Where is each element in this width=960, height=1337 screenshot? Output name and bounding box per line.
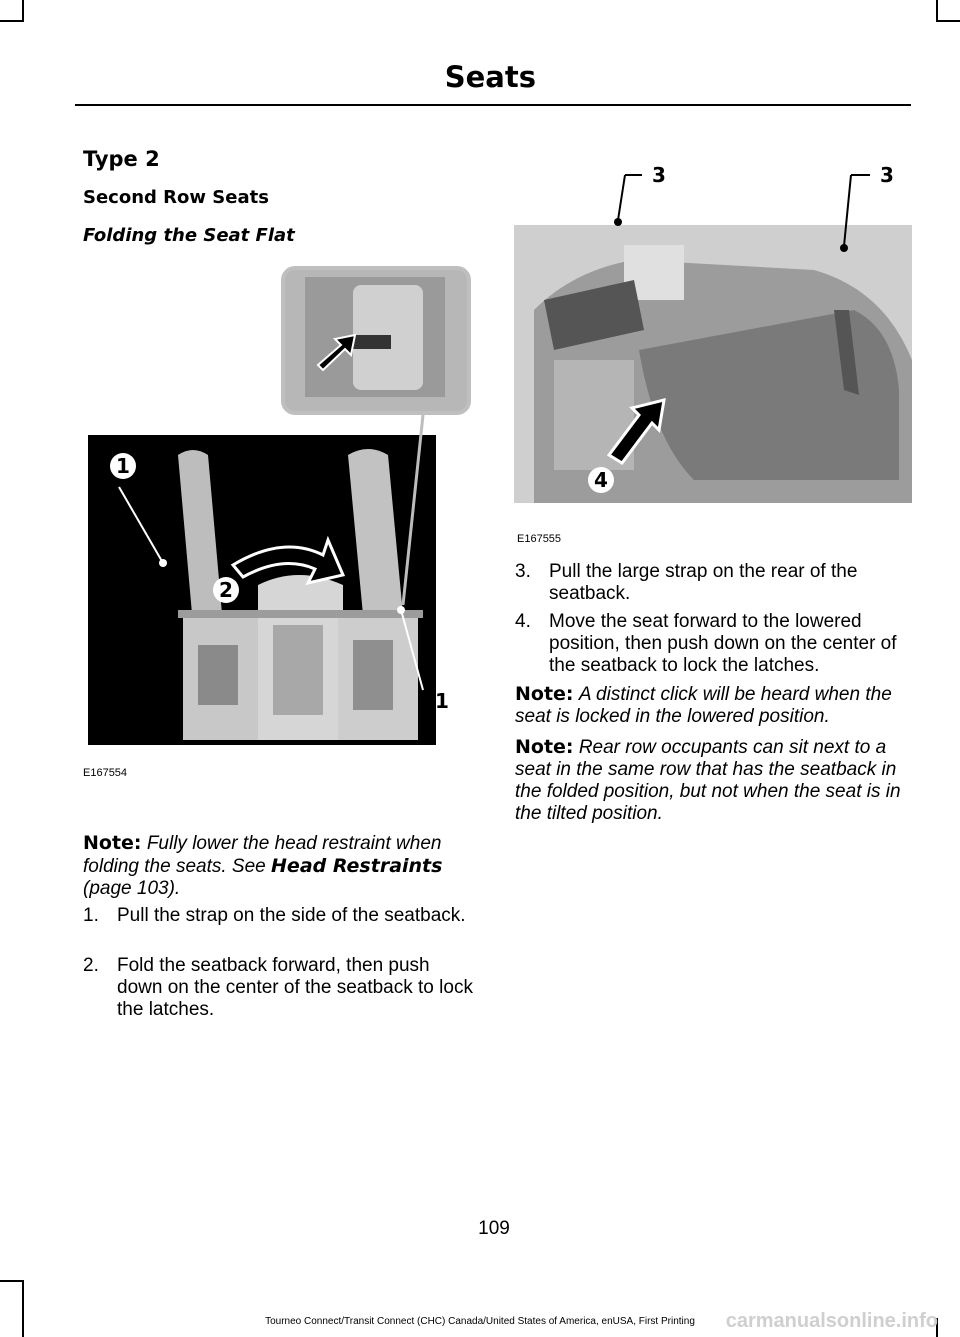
header-rule <box>75 104 911 106</box>
seat-fold-svg <box>83 265 473 750</box>
step-number: 4. <box>515 611 531 632</box>
page-title: Seats <box>444 60 536 94</box>
seat-lower-svg <box>514 160 912 505</box>
step-text: Move the seat forward to the lowered position, then push down on the center of the seatback to lock the latches. <box>549 611 897 676</box>
crop-mark <box>22 1280 24 1337</box>
callout-3-right: 3 <box>880 163 894 187</box>
note-occupants <box>515 736 910 825</box>
seat-lowered-illustration <box>514 160 912 505</box>
seatback-center <box>258 575 343 740</box>
seat-fold-illustration <box>83 265 473 750</box>
crop-mark <box>0 1280 24 1282</box>
step-number: 1. <box>83 905 99 926</box>
figure-id-right: E167555 <box>517 533 562 545</box>
crop-mark <box>22 0 24 22</box>
crop-mark <box>936 0 938 22</box>
page-number: 109 <box>478 1218 510 1239</box>
note-click <box>515 683 910 728</box>
list-item <box>83 955 478 1021</box>
subsection-heading: Folding the Seat Flat <box>83 225 295 246</box>
note-page-ref: (page 103). <box>83 878 181 899</box>
list-item <box>515 611 910 677</box>
crop-mark <box>0 20 24 22</box>
note-text: Rear row occupants can sit next to a seat in the same row that has the seatback in the folded position, but not when the seat is in the tilted position. <box>515 737 901 824</box>
note-text: Fully lower the head restraint when folding the seats. See <box>83 833 442 877</box>
watermark: carmanualsonline.info <box>725 1310 938 1332</box>
figure-id-left: E167554 <box>83 767 128 779</box>
note-text: A distinct click will be heard when the seat is locked in the lowered position. <box>515 684 892 727</box>
callout-1-bottom: 1 <box>435 689 449 713</box>
step-text: Pull the large strap on the rear of the seatback. <box>549 561 858 604</box>
callout-1-top: 1 <box>110 453 136 479</box>
callout-4: 4 <box>588 467 614 493</box>
crop-mark <box>936 20 960 22</box>
step-text: Pull the strap on the side of the seatback. <box>117 905 466 926</box>
callout-2: 2 <box>213 577 239 603</box>
section-heading: Second Row Seats <box>83 187 269 208</box>
note-label: Note: <box>83 832 142 854</box>
note-link-head-restraints[interactable]: Head Restraints <box>271 855 443 877</box>
step-number: 3. <box>515 561 531 582</box>
note-head-restraint <box>83 832 468 900</box>
note-label: Note: <box>515 683 574 705</box>
list-item <box>515 561 910 605</box>
step-number: 2. <box>83 955 99 976</box>
callout-3-left: 3 <box>652 163 666 187</box>
type-heading: Type 2 <box>83 147 160 171</box>
note-label: Note: <box>515 736 574 758</box>
step-text: Fold the seatback forward, then push down on the center of the seatback to lock the latches. <box>117 955 473 1020</box>
list-item <box>83 905 468 927</box>
footer-text: Tourneo Connect/Transit Connect (CHC) Canada/United States of America, enUSA, First Printing <box>265 1316 695 1327</box>
